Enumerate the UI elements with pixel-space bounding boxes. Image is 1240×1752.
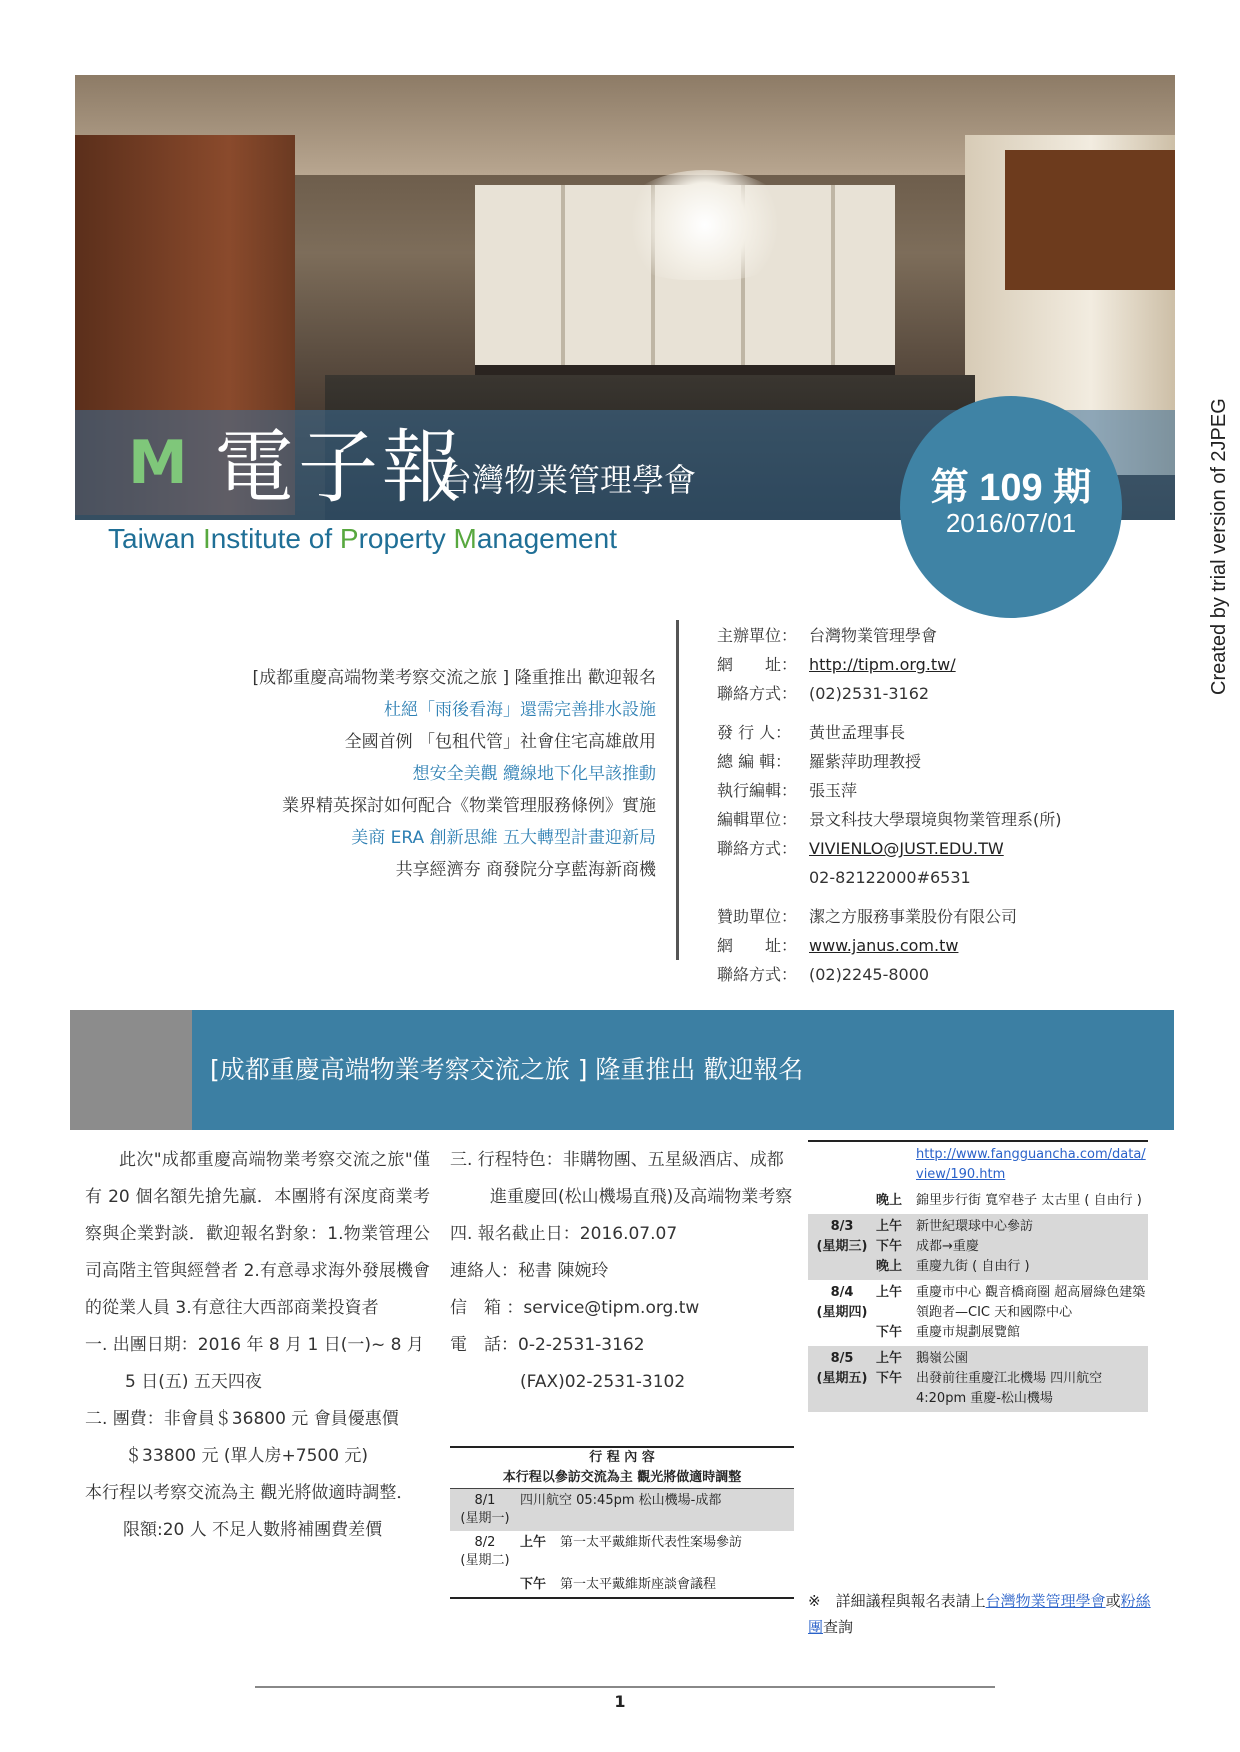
schedule-heading: 行 程 內 容 <box>589 1450 655 1465</box>
org-name-zh: 台灣物業管理學會 <box>440 461 697 499</box>
issue-number: 第 109 期 <box>930 467 1092 509</box>
schedule-table-continued <box>808 1140 1148 1412</box>
schedule-row: 8/2 (星期二) 上午 第一太平戴維斯代表性案場參訪 <box>460 1535 743 1568</box>
registration-note: ※ 詳細議程與報名表請上台灣物業管理學會或粉絲團查詢 <box>808 1592 1151 1636</box>
schedule-row: 8/3 (星期三) 上午 新世紀環球中心參訪 下午 成都→重慶 晚上 重慶九街 ( 自由行 ) <box>808 1214 1148 1280</box>
tour-note: 本行程以考察交流為主 觀光將做適時調整．限額:20 人 不足人數將補團費差價 <box>85 1483 414 1540</box>
banner-chandelier <box>615 170 795 280</box>
publisher-row: 發 行 人： 黃世孟理事長 <box>717 723 906 742</box>
contact-person: 連絡人：秘書 陳婉玲 <box>450 1261 609 1281</box>
exec-editor-row: 執行編輯： 張玉萍 <box>717 781 858 800</box>
website-row: 網 址： http://tipm.org.tw/ <box>717 655 956 674</box>
schedule-row <box>808 1142 1148 1188</box>
section-title: [成都重慶高端物業考察交流之旅 ] 隆重推出 歡迎報名 <box>210 1055 804 1084</box>
schedule-subheading: 本行程以參訪交流為主 觀光將做適時調整 <box>450 1468 794 1489</box>
schedule-row: 晚上 錦里步行街 寬窄巷子 太古里 ( 自由行 ) <box>876 1193 1142 1208</box>
section-header-accent <box>70 1010 192 1130</box>
fanpage-link[interactable]: 粉絲團 <box>808 1592 1151 1636</box>
schedule-row: 8/4 (星期四) 上午 重慶市中心 觀音橋商圈 超高層綠色建築領跑者—CIC 天和國際中心 下午 重慶市規劃展覽館 <box>816 1285 1146 1340</box>
chief-editor-row: 總 編 輯： 羅紫萍助理教授 <box>717 752 922 771</box>
sponsor-row: 贊助單位： 潔之方服務事業股份有限公司 <box>717 907 1018 926</box>
schedule-row: 8/1 (星期一) 四川航空 05:45pm 松山機場-成都 <box>450 1489 794 1531</box>
reference-link[interactable]: http://www.fangguancha.com/data/view/190.htm <box>916 1147 1146 1182</box>
schedule-row: 下午 第一太平戴維斯座談會議程 <box>520 1577 717 1592</box>
headline-item[interactable]: 業界精英探討如何配合《物業管理服務條例》實施 <box>282 796 656 816</box>
edit-unit-row: 編輯單位： 景文科技大學環境與物業管理系(所) <box>717 810 1062 829</box>
website-link[interactable]: http://tipm.org.tw/ <box>809 655 956 674</box>
vertical-divider <box>676 620 679 960</box>
banner-niche <box>1005 150 1175 290</box>
headline-list <box>130 662 656 886</box>
headline-item[interactable]: 全國首例 「包租代管」社會住宅高雄啟用 <box>344 732 656 752</box>
headline-item[interactable]: 共享經濟夯 商發院分享藍海新商機 <box>395 860 656 880</box>
association-link[interactable]: 台灣物業管理學會 <box>985 1592 1106 1610</box>
sponsor-contact-row: 聯絡方式： (02)2245-8000 <box>717 965 930 984</box>
edit-phone-row: 02-82122000#6531 <box>809 868 971 887</box>
deadline: 四. 報名截止日：2016.07.07 <box>450 1224 678 1244</box>
schedule-row: 8/5 (星期五) 上午 鵝嶺公園 下午 出發前往重慶江北機場 四川航空 4:20pm 重慶-松山機場 <box>808 1346 1148 1412</box>
headline-item[interactable]: [成都重慶高端物業考察交流之旅 ] 隆重推出 歡迎報名 <box>252 668 656 688</box>
issue-date: 2016/07/01 <box>945 508 1077 538</box>
tour-features: 三. 行程特色：非購物團、五星級酒店、成都進重慶回(松山機場直飛)及高端物業考察 <box>450 1150 793 1207</box>
contact-phone: 電 話：0-2-2531-3162 <box>450 1335 645 1355</box>
tour-dates: 一. 出團日期：2016 年 8 月 1 日(一)~ 8 月 5 日(五) 五天四夜 <box>85 1335 424 1392</box>
headline-item[interactable]: 杜絕「雨後看海」還需完善排水設施 <box>384 700 656 720</box>
page-number: 1 <box>614 1692 626 1711</box>
issue-badge <box>900 396 1122 618</box>
sponsor-website-link[interactable]: www.janus.com.tw <box>809 936 959 955</box>
newsletter-title: 電子報 <box>214 421 466 514</box>
contact-fax: (FAX)02-2531-3102 <box>520 1372 686 1392</box>
host-row: 主辦單位： 台灣物業管理學會 <box>717 626 938 645</box>
intro-paragraph: 此次"成都重慶高端物業考察交流之旅"僅有 20 個名額先搶先贏．本團將有深度商業考察與企業對談．歡迎報名對象：1.物業管理公司高階主管與經營者 2.有意尋求海外發展機會的從業人員 3.有意往大西部商業投資者 <box>85 1150 430 1318</box>
headline-item[interactable]: 想安全美觀 纜線地下化早該推動 <box>412 764 656 784</box>
contact-email: 信 箱 ：service@tipm.org.tw <box>450 1298 700 1318</box>
edit-contact-row: 聯絡方式： VIVIENLO@JUST.EDU.TW <box>717 839 1004 858</box>
footer-divider <box>255 1686 995 1688</box>
article-column-1 <box>85 1142 430 1549</box>
schedule-table <box>450 1446 794 1599</box>
email-link[interactable]: VIVIENLO@JUST.EDU.TW <box>809 839 1004 858</box>
headline-item[interactable]: 美商 ERA 創新思維 五大轉型計畫迎新局 <box>351 828 656 848</box>
masthead-info <box>717 621 1137 989</box>
tour-fee: 二. 團費：非會員＄36800 元 會員優惠價＄33800 元 (單人房+7500 元) <box>85 1409 399 1466</box>
article-column-2 <box>450 1142 795 1401</box>
contact-row: 聯絡方式： (02)2531-3162 <box>717 684 930 703</box>
watermark-text: Created by trial version of 2JPEG <box>1208 398 1230 695</box>
logo-icon: M <box>128 428 188 498</box>
org-name-en: Taiwan Institute of Property Management <box>108 523 617 554</box>
sponsor-website-row: 網 址： www.janus.com.tw <box>717 936 959 955</box>
